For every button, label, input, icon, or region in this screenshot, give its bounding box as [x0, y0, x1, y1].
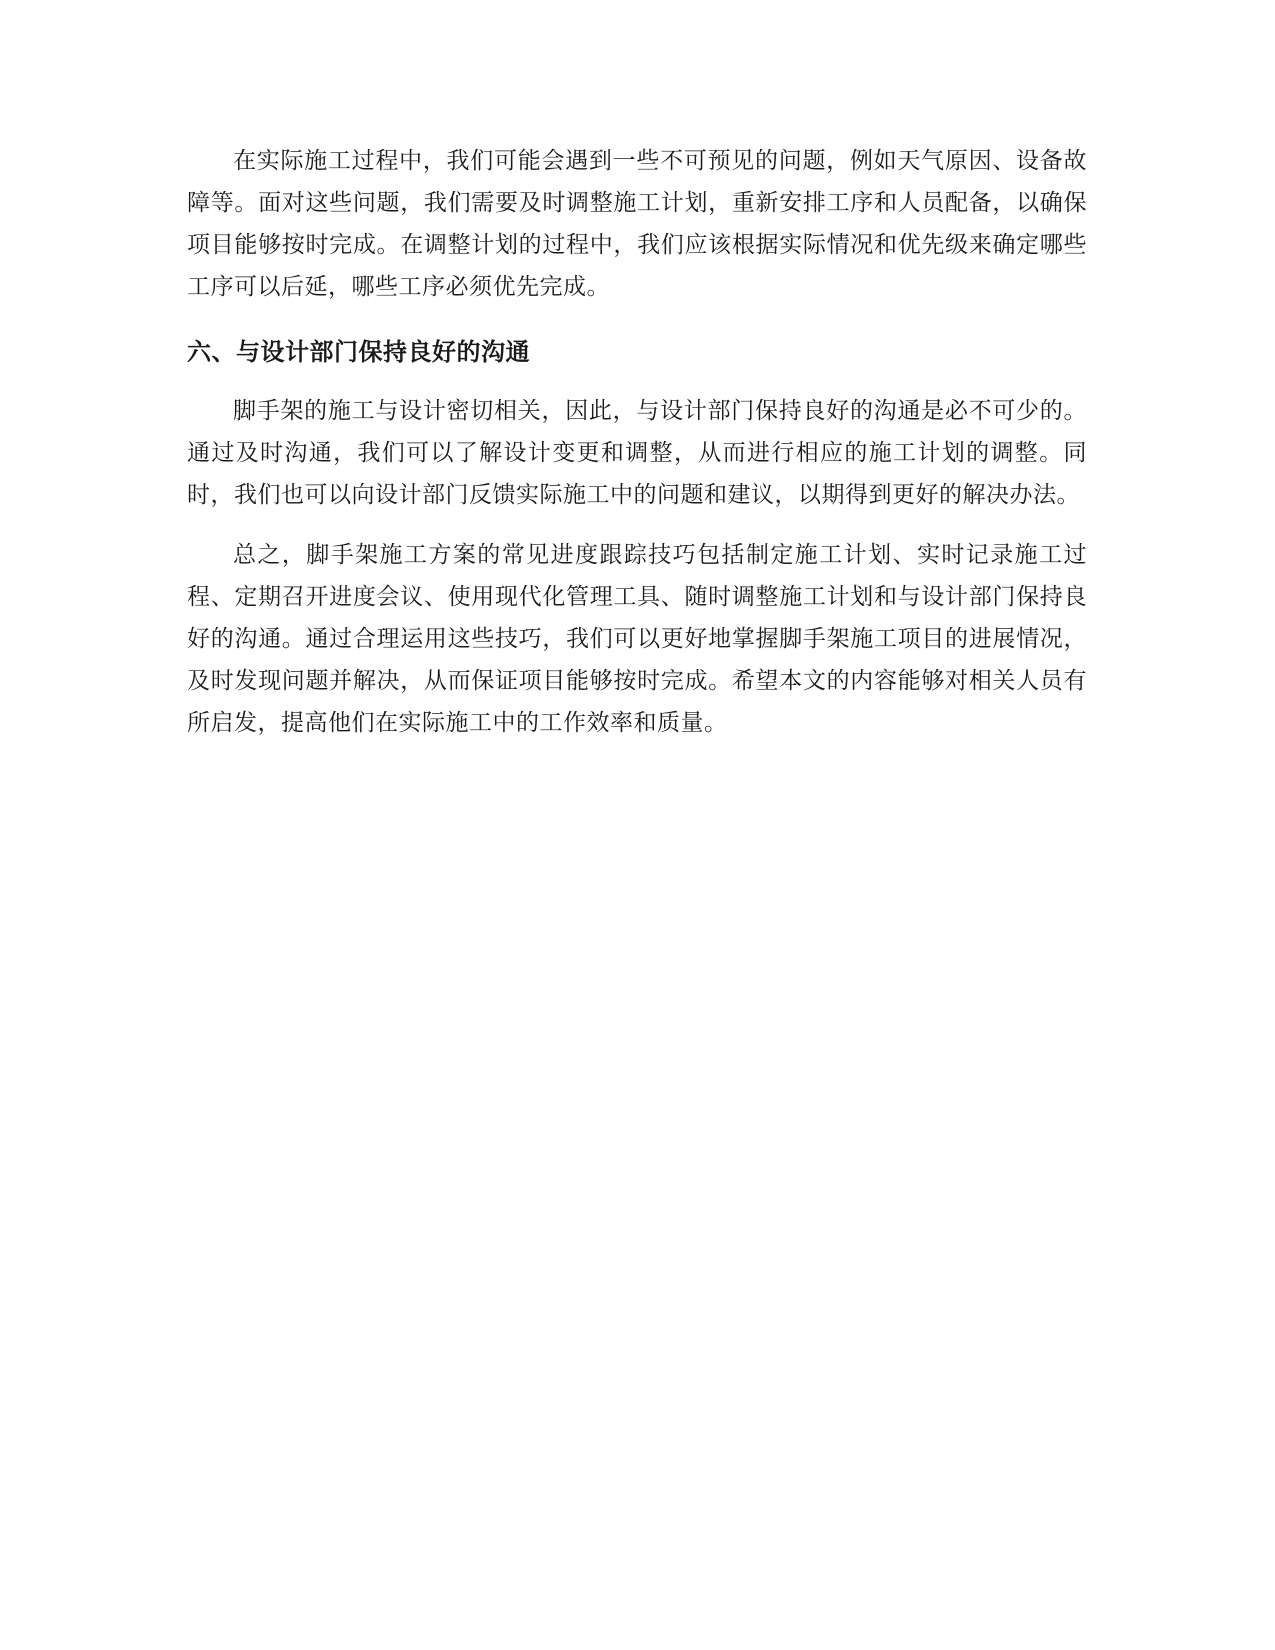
paragraph-weather-adjustment: 在实际施工过程中，我们可能会遇到一些不可预见的问题，例如天气原因、设备故障等。面对这些问题，我们需要及时调整施工计划，重新安排工序和人员配备，以确保项目能够按时完成。在调整计划的过程中，我们应该根据实际情况和优先级来确定哪些工序可以后延，哪些工序必须优先完成。: [187, 148, 1087, 300]
paragraph-summary: 总之，脚手架施工方案的常见进度跟踪技巧包括制定施工计划、实时记录施工过程、定期召开进度会议、使用现代化管理工具、随时调整施工计划和与设计部门保持良好的沟通。通过合理运用这些技巧，我们可以更好地掌握脚手架施工项目的进展情况，及时发现问题并解决，从而保证项目能够按时完成。希望本文的内容能够对相关人员有所启发，提高他们在实际施工中的工作效率和质量。: [187, 542, 1087, 736]
paragraph-design-communication: 脚手架的施工与设计密切相关，因此，与设计部门保持良好的沟通是必不可少的。通过及时沟通，我们可以了解设计变更和调整，从而进行相应的施工计划的调整。同时，我们也可以向设计部门反馈实际施工中的问题和建议，以期得到更好的解决办法。: [187, 398, 1087, 508]
document-page: [187, 140, 1087, 744]
section-heading-design-communication: 六、与设计部门保持良好的沟通: [187, 338, 530, 366]
